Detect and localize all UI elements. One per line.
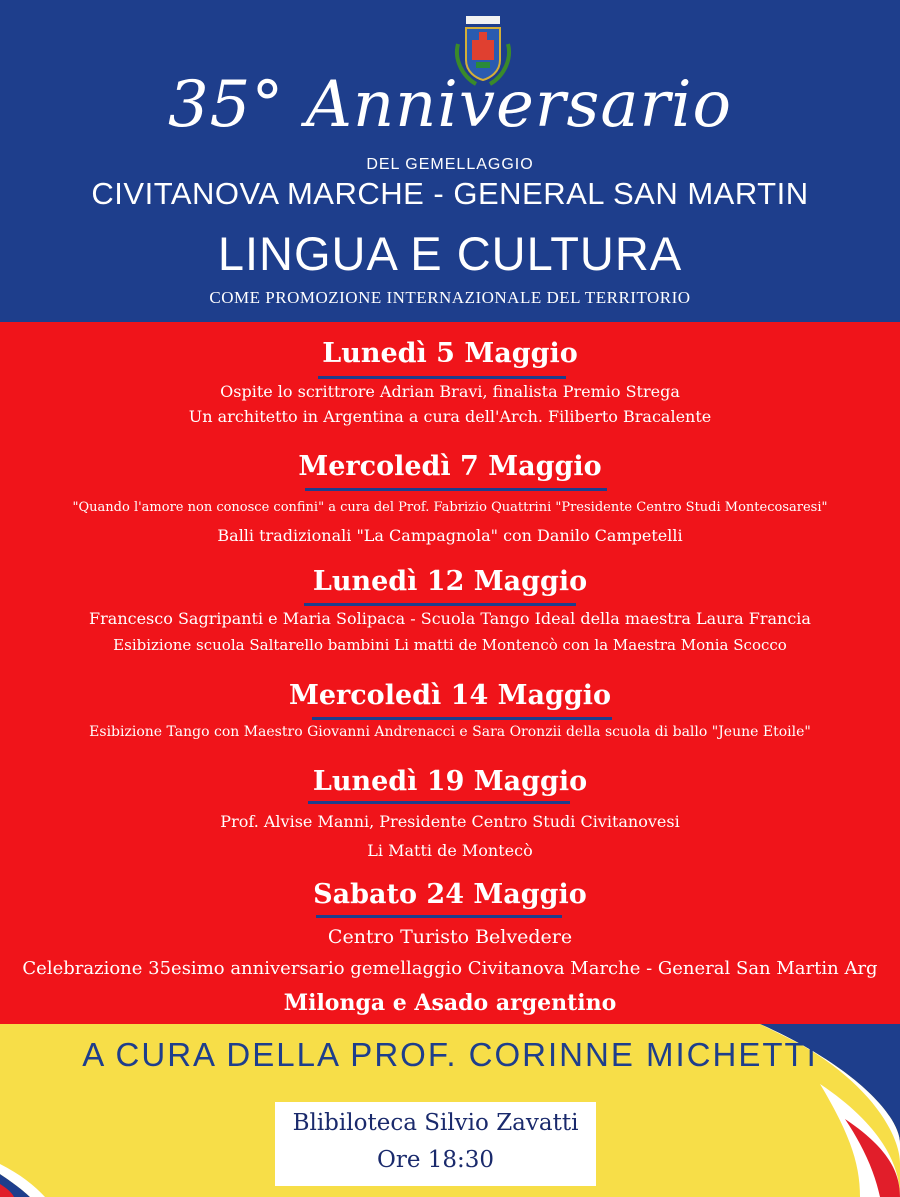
anniversary-title: 35° Anniversario — [167, 68, 733, 142]
subtitle-cities: CIVITANOVA MARCHE - GENERAL SAN MARTIN — [91, 176, 809, 211]
event-6-line-3: Milonga e Asado argentino — [283, 990, 617, 1016]
event-day-4: Mercoledì 14 Maggio — [288, 680, 612, 711]
event-day-3: Lunedì 12 Maggio — [312, 566, 588, 597]
event-6-line-2: Celebrazione 35esimo anniversario gemellaggio Civitanova Marche - General San Martin Arg — [22, 958, 878, 979]
event-day-6: Sabato 24 Maggio — [313, 879, 587, 910]
venue-name: Blibiloteca Silvio Zavatti — [292, 1110, 579, 1136]
event-5-line-2: Li Matti de Montecò — [367, 841, 533, 860]
theme-subtitle: COME PROMOZIONE INTERNAZIONALE DEL TERRITORIO — [209, 288, 691, 307]
event-2-line-2: Balli tradizionali "La Campagnola" con Danilo Campetelli — [217, 526, 683, 545]
venue-box — [275, 1102, 596, 1186]
event-2-line-1: "Quando l'amore non conosce confini" a cura del Prof. Fabrizio Quattrini "Presidente Centro Studi Montecosaresi" — [72, 500, 828, 515]
curator-text: A CURA DELLA PROF. CORINNE MICHETTI — [82, 1036, 818, 1073]
event-time: Ore 18:30 — [376, 1147, 495, 1173]
event-3-line-2: Esibizione scuola Saltarello bambini Li matti de Montencò con la Maestra Monia Scocco — [113, 636, 787, 654]
event-day-5: Lunedì 19 Maggio — [312, 766, 588, 797]
event-1-line-2: Un architetto in Argentina a cura dell'Arch. Filiberto Bracalente — [188, 407, 712, 426]
event-day-underline — [316, 915, 562, 918]
event-3-line-1: Francesco Sagripanti e Maria Solipaca - Scuola Tango Ideal della maestra Laura Francia — [89, 609, 811, 628]
event-day-1: Lunedì 5 Maggio — [322, 338, 578, 369]
event-day-underline — [305, 488, 607, 491]
event-6-line-1: Centro Turisto Belvedere — [327, 926, 573, 948]
event-day-underline — [318, 376, 566, 379]
program-band — [0, 322, 900, 1024]
event-day-2: Mercoledì 7 Maggio — [298, 451, 602, 482]
subtitle-gemellaggio: DEL GEMELLAGGIO — [366, 156, 534, 173]
event-day-underline — [308, 801, 570, 804]
event-day-underline — [304, 603, 576, 606]
event-4-line-1: Esibizione Tango con Maestro Giovanni Andrenacci e Sara Oronzii della scuola di ballo "Jeune Etoile" — [89, 724, 811, 740]
theme-title: LINGUA E CULTURA — [217, 227, 683, 280]
event-1-line-1: Ospite lo scrittrore Adrian Bravi, finalista Premio Strega — [220, 382, 680, 401]
event-day-underline — [312, 717, 612, 720]
event-5-line-1: Prof. Alvise Manni, Presidente Centro Studi Civitanovesi — [220, 812, 680, 831]
